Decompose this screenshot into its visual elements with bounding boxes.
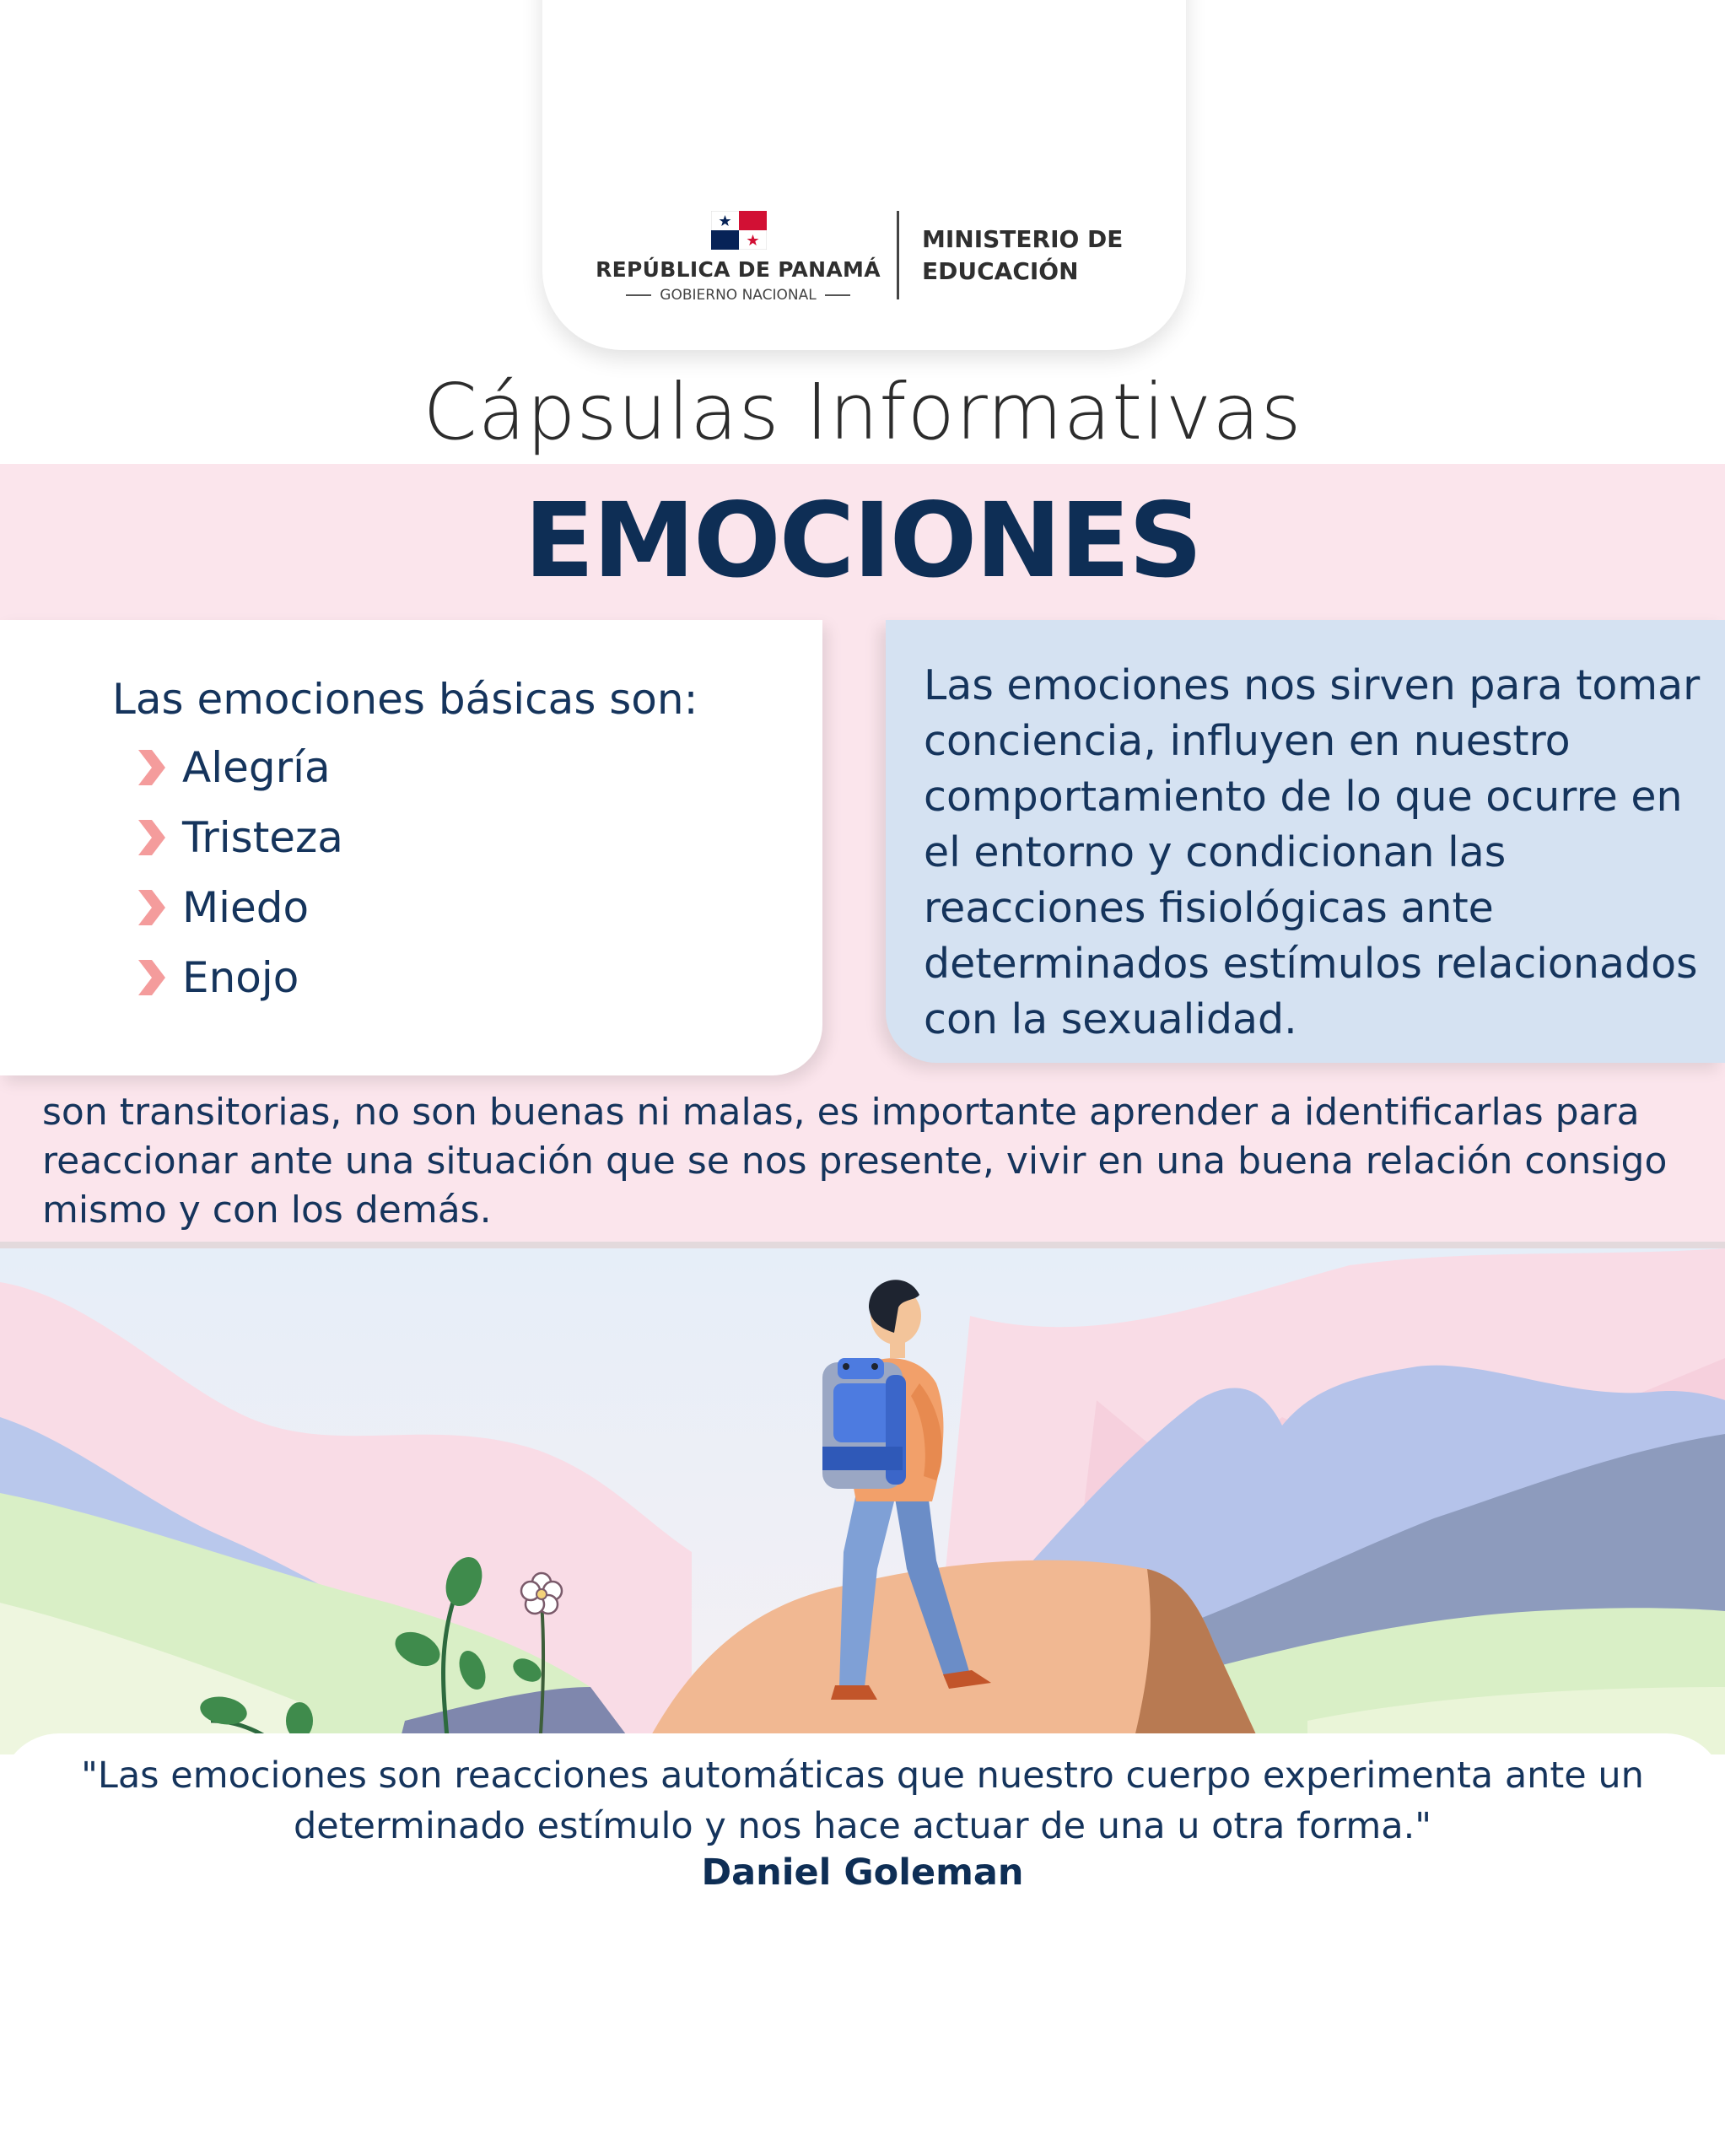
emotion-label: Miedo	[182, 883, 310, 932]
chevron-right-icon	[135, 817, 169, 859]
list-item	[135, 742, 331, 793]
series-title: Cápsulas Informativas	[423, 367, 1302, 457]
page-title: EMOCIONES	[524, 481, 1201, 601]
quote-text: "Las emociones son reacciones automáticas que nuestro cuerpo experimenta ante un determinado estímulo y nos hace actuar de una u otra forma."	[81, 1754, 1644, 1847]
government-label	[616, 287, 860, 304]
ministry-line-2: EDUCACIÓN	[922, 257, 1079, 285]
chevron-right-icon	[135, 887, 169, 929]
ministry-line-1: MINISTERIO DE	[922, 225, 1124, 253]
hiker-illustration	[0, 1248, 1725, 1754]
ministry-name	[922, 224, 1141, 288]
header-divider	[897, 211, 899, 299]
emotions-paragraph: son transitorias, no son buenas ni malas, es importante aprender a identificarlas para reaccionar ante una situación que se nos presente, vivir en una buena relación consigo mismo y con los demás.	[42, 1091, 1668, 1232]
chevron-right-icon	[135, 957, 169, 999]
emotion-label: Enojo	[182, 953, 299, 1002]
quote-author: Daniel Goleman	[701, 1851, 1024, 1894]
list-item	[135, 952, 299, 1003]
basic-emotions-heading: Las emociones básicas son:	[112, 675, 698, 724]
chevron-right-icon	[135, 747, 169, 789]
list-item	[135, 812, 343, 863]
emotion-label: Tristeza	[182, 813, 343, 862]
government-text: GOBIERNO NACIONAL	[660, 287, 817, 304]
republic-name: REPÚBLICA DE PANAMÁ	[596, 257, 881, 282]
panama-flag-icon	[711, 211, 767, 250]
purpose-text: Las emociones nos sirven para tomar conciencia, influyen en nuestro comportamiento de lo que ocurre en el entorno y condicionan las reacciones fisiológicas ante determinados estímulos relacionados con la sexualidad.	[924, 661, 1701, 1043]
list-item	[135, 882, 309, 933]
emotion-label: Alegría	[182, 743, 331, 792]
